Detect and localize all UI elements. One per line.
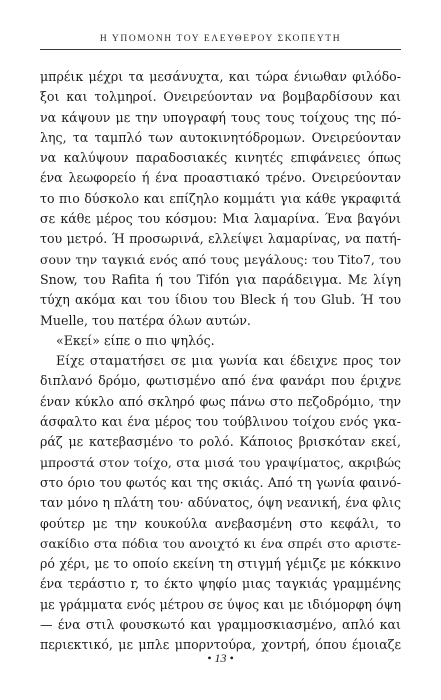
text-line: σακίδιο στα πόδια του ανοιχτό κι ένα σπρέι στο αριστε- <box>40 535 401 551</box>
paragraph-first-line: Είχε σταματήσει σε μια γωνία και έδειχνε προς τον <box>56 353 401 369</box>
text-line: άσφαλτο και ένα μέρος του τούβλινου τοίχου ενός γκα- <box>40 414 401 430</box>
text-line: στο όριο του φωτός και της σκιάς. Από τη γωνία φαινό- <box>40 474 401 490</box>
text-line: μπρέικ μέχρι τα μεσάνυχτα, και τώρα ένιωθαν φιλόδο- <box>40 69 401 84</box>
text-line: μπροστά στον τοίχο, στα μισά του γραψίματος, ακριβώς <box>40 454 401 470</box>
text-line: περιεκτικό, με μπλε μπορντούρα, χοντρή, όπου έμοιαζε <box>40 637 401 653</box>
text-line: ρό χέρι, με το οποίο εκείνη τη στιγμή γέμιζε με κόκκινο <box>40 556 401 572</box>
text-line: του μετρό. Ή προσωρινά, ελλείψει λαμαρίνας, να πατή- <box>40 231 401 247</box>
text-line: Snow, του Rafita ή του Tifón για παράδειγμα. Με λίγη <box>40 271 401 287</box>
text-line: ξοι και τολμηροί. Ονειρεύονταν να βομβαρδίσουν και <box>40 89 401 105</box>
text-line: — ένα στιλ φουσκωτό και γραμμοσκιασμένο, απλό και <box>40 617 401 633</box>
text-line: διπλανό δρόμο, φωτισμένο από ένα φανάρι που έριχνε <box>40 373 401 389</box>
text-line: με γράμματα ενός μέτρου σε ύψος και με ιδιόμορφη όψη <box>40 596 401 612</box>
body-text <box>40 67 401 656</box>
text-line: Muelle, του πατέρα όλων αυτών. <box>40 312 251 328</box>
page-number: • 13 • <box>207 651 234 665</box>
text-line: το πιο δύσκολο και επίζηλο κομμάτι για κάθε γκραφιτά <box>40 190 401 206</box>
text-line: ένα τεράστιο r, το έκτο ψηφίο μιας ταγκιάς γραμμένης <box>40 576 401 592</box>
text-line: ταν μόνο η πλάτη του· αδύνατος, όψη νεανική, ένα φλις <box>40 495 401 511</box>
text-line: λης, τα ταμπλό των αυτοκινητόδρομων. Ονειρεύονταν <box>40 129 401 145</box>
text-line: έναν κύκλο από σκληρό φως πάνω στο πεζοδρόμιο, την <box>40 393 401 409</box>
text-line: σε κάθε μέρος του κόσμου: Μια λαμαρίνα. Ένα βαγόνι <box>40 211 401 227</box>
text-line: σουν την ταγκιά ενός από τους μεγάλους: του Tito7, του <box>40 251 401 267</box>
dialogue-line: «Εκεί» είπε ο πιο ψηλός. <box>56 332 215 348</box>
running-header: Η ΥΠΟΜΟΝΗ ΤΟΥ ΕΛΕΥΘΕΡΟΥ ΣΚΟΠΕΥΤΗ <box>99 34 342 44</box>
text-line: ένα λεωφορείο ή ένα προαστιακό τρένο. Ονειρεύονταν <box>40 170 401 186</box>
text-line: τύχη ακόμα και του ίδιου του Bleck ή του Glub. Ή του <box>40 292 401 308</box>
text-line: να καλύψουν παραδοσιακές κινητές επιφάνειες όπως <box>40 150 401 166</box>
text-line: ράζ με κατεβασμένο το ρολό. Κάποιος βρισκόταν εκεί, <box>40 434 401 450</box>
header-rule <box>40 49 401 50</box>
text-line: φούτερ με την κουκούλα ανεβασμένη στο κεφάλι, το <box>40 515 401 531</box>
text-line: να κάψουν με την υπογραφή τους τους τοίχους της πό- <box>40 109 401 125</box>
